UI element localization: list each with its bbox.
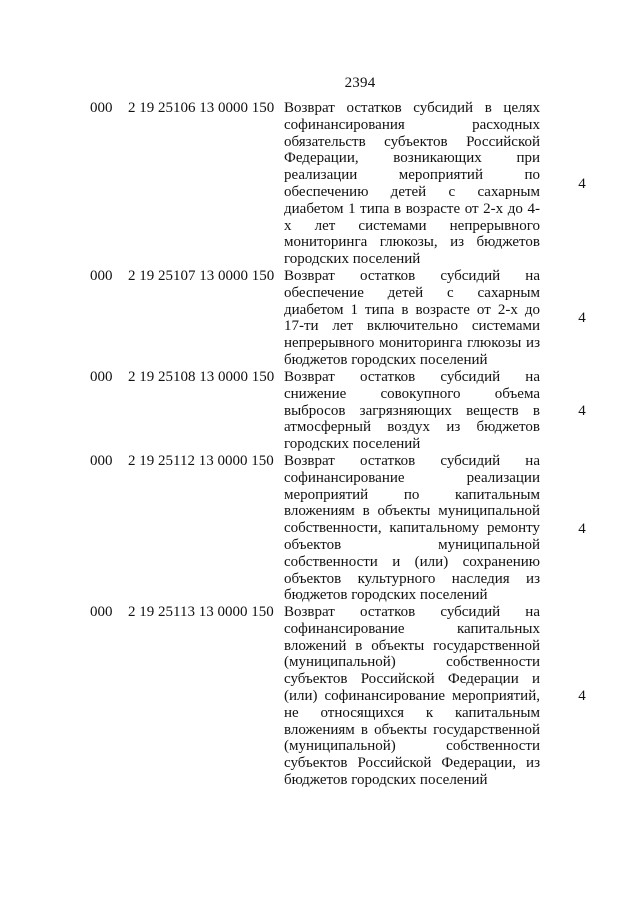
- row-number: 4: [578, 688, 586, 704]
- admin-code: 000: [90, 268, 113, 284]
- row-number: 4: [578, 310, 586, 326]
- code-description: Возврат остатков субсидий на обеспечение детей с сахарным диабетом 1 типа в возрасте от 2-х до 17-ти лет включительно системами непрерывного мониторинга глюкозы из бюджетов городских поселений: [284, 268, 540, 368]
- admin-code: 000: [90, 100, 113, 116]
- table-row: [0, 453, 640, 604]
- code-description: Возврат остатков субсидий в целях софинансирования расходных обязательств субъектов Российской Федерации, возникающих при реализации мероприятий по обеспечению детей с сахарным диабетом 1 типа в возрасте от 2-х до 4-х лет системами непрерывного мониторинга глюкозы, из бюджетов городских поселений: [284, 100, 540, 268]
- table-row: [0, 369, 640, 453]
- budget-classification-code: 2 19 25107 13 0000 150: [128, 268, 275, 284]
- table-row: [0, 100, 640, 268]
- table-row: [0, 604, 640, 804]
- code-description: Возврат остатков субсидий на софинансирование капитальных вложений в объекты государственной (муниципальной) собственности субъектов Российской Федерации и (или) софинансирование мероприятий, не относящихся к капитальным вложениям в объекты государственной (муниципальной) собственности субъектов Российской Федерации, из бюджетов городских поселений: [284, 604, 540, 788]
- budget-classification-code: 2 19 25112 13 0000 150: [128, 453, 274, 469]
- table-row: [0, 268, 640, 369]
- admin-code: 000: [90, 604, 113, 620]
- budget-classification-code: 2 19 25108 13 0000 150: [128, 369, 275, 385]
- code-description: Возврат остатков субсидий на снижение совокупного объема выбросов загрязняющих веществ в атмосферный воздух из бюджетов городских поселений: [284, 369, 540, 453]
- admin-code: 000: [90, 453, 113, 469]
- code-description: Возврат остатков субсидий на софинансирование реализации мероприятий по капитальным вложениям в объекты муниципальной собственности, капитальному ремонту объектов муниципальной собственности и (или) сохранению объектов культурного наследия из бюджетов городских поселений: [284, 453, 540, 604]
- row-number: 4: [578, 403, 586, 419]
- budget-classification-code: 2 19 25106 13 0000 150: [128, 100, 275, 116]
- page-number: 2394: [344, 75, 376, 91]
- row-number: 4: [578, 521, 586, 537]
- admin-code: 000: [90, 369, 113, 385]
- budget-classification-code: 2 19 25113 13 0000 150: [128, 604, 274, 620]
- row-number: 4: [578, 176, 586, 192]
- budget-code-table: [0, 100, 640, 804]
